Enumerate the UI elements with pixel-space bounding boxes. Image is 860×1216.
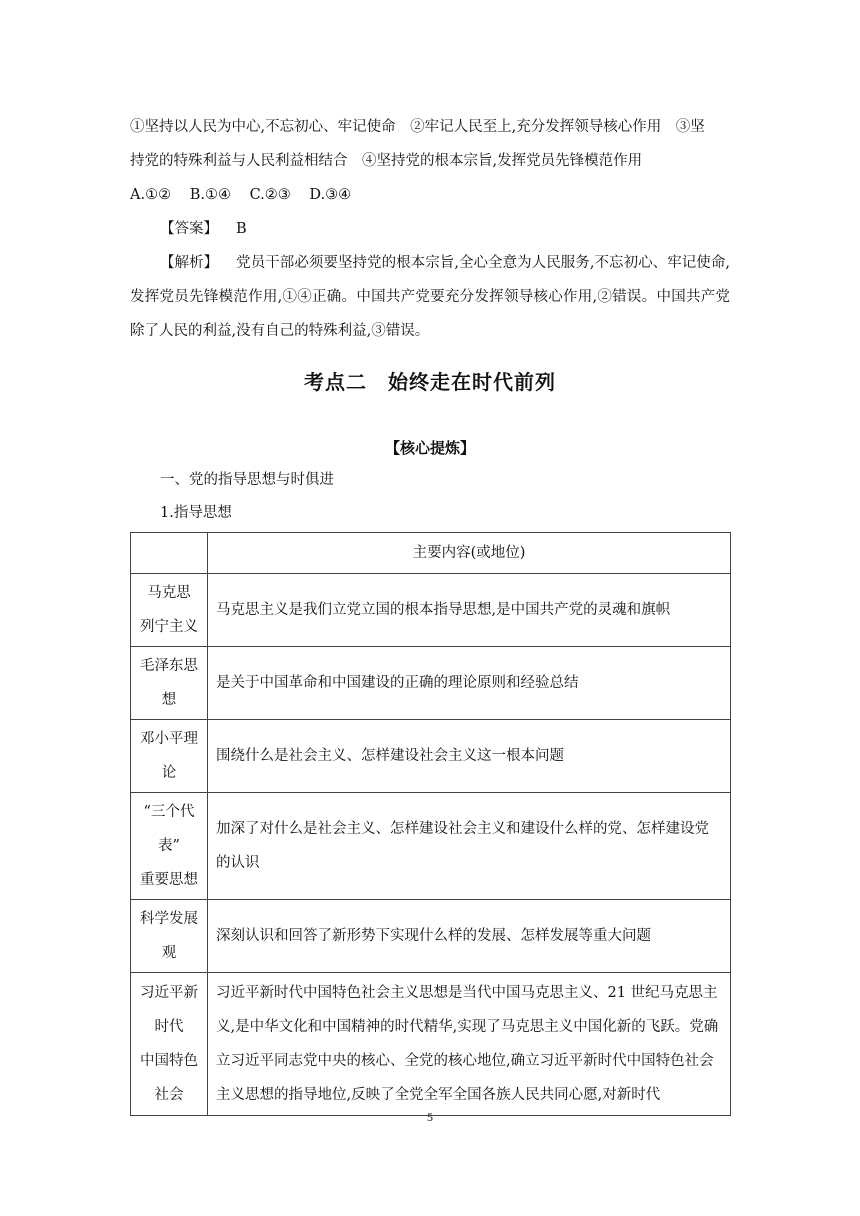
table-cell-content: 深刻认识和回答了新形势下实现什么样的发展、怎样发展等重大问题 [208,900,731,973]
table-header-cell [131,533,208,574]
table-cell-name: “三个代 表” 重要思想 [131,793,208,900]
table-row [131,900,731,973]
answer-value: B [236,221,247,237]
option-a: A.①② [130,187,172,203]
page-number: 5 [427,1110,433,1124]
question-line-1: ①坚持以人民为中心,不忘初心、牢记使命 ②牢记人民至上,充分发挥领导核心作用 ③坚 [130,119,705,135]
table-row [131,647,731,720]
table-row [131,973,731,1116]
subsection-title: 【核心提炼】 [384,439,475,457]
analysis-label: 【解析】 [160,255,219,271]
table-header-cell: 主要内容(或地位) [208,533,731,574]
table-cell-content: 是关于中国革命和中国建设的正确的理论原则和经验总结 [208,647,731,720]
question-line-2: 持党的特殊利益与人民利益相结合 ④坚持党的根本宗旨,发挥党员先锋模范作用 [130,153,643,169]
table-cell-content: 加深了对什么是社会主义、怎样建设社会主义和建设什么样的党、怎样建设党的认识 [208,793,731,900]
table-row [131,793,731,900]
table-row [131,574,731,647]
analysis-paragraph [130,246,730,348]
table-cell-content: 马克思主义是我们立党立国的根本指导思想,是中国共产党的灵魂和旗帜 [208,574,731,647]
table-cell-content: 习近平新时代中国特色社会主义思想是当代中国马克思主义、21 世纪马克思主义,是中华文化和中国精神的时代精华,实现了马克思主义中国化新的飞跃。党确立习近平同志党中央的核心、全党的核心地位,确立习近平新时代中国特色社会主义思想的指导地位,反映了全党全军全国各族人民共同心愿,对新时代 [208,973,731,1116]
answer-label: 【答案】 [160,221,218,237]
option-d: D.③④ [309,187,352,203]
option-c: C.②③ [249,187,291,203]
heading-guiding-thought-sub: 1.指导思想 [160,505,232,521]
analysis-text: 党员干部必须要坚持党的根本宗旨,全心全意为人民服务,不忘初心、牢记使命,发挥党员先锋模范作用,①④正确。中国共产党要充分发挥领导核心作用,②错误。中国共产党除了人民的利益,没有自己的特殊利益,③错误。 [130,255,730,339]
table-cell-name: 马克思 列宁主义 [131,574,208,647]
table-cell-name: 习近平新 时代 中国特色 社会 [131,973,208,1116]
page-content [130,110,730,1116]
table-header-row [131,533,731,574]
section-title: 考点二 始终走在时代前列 [304,370,556,394]
heading-guiding-thought: 一、党的指导思想与时俱进 [160,472,334,488]
options-line [130,178,730,212]
table-cell-content: 围绕什么是社会主义、怎样建设社会主义这一根本问题 [208,720,731,793]
table-cell-name: 科学发展 观 [131,900,208,973]
table-row [131,720,731,793]
table-cell-name: 毛泽东思 想 [131,647,208,720]
option-b: B.①④ [189,187,231,203]
guiding-thought-table [130,532,731,1116]
answer-line [130,212,730,246]
table-cell-name: 邓小平理 论 [131,720,208,793]
